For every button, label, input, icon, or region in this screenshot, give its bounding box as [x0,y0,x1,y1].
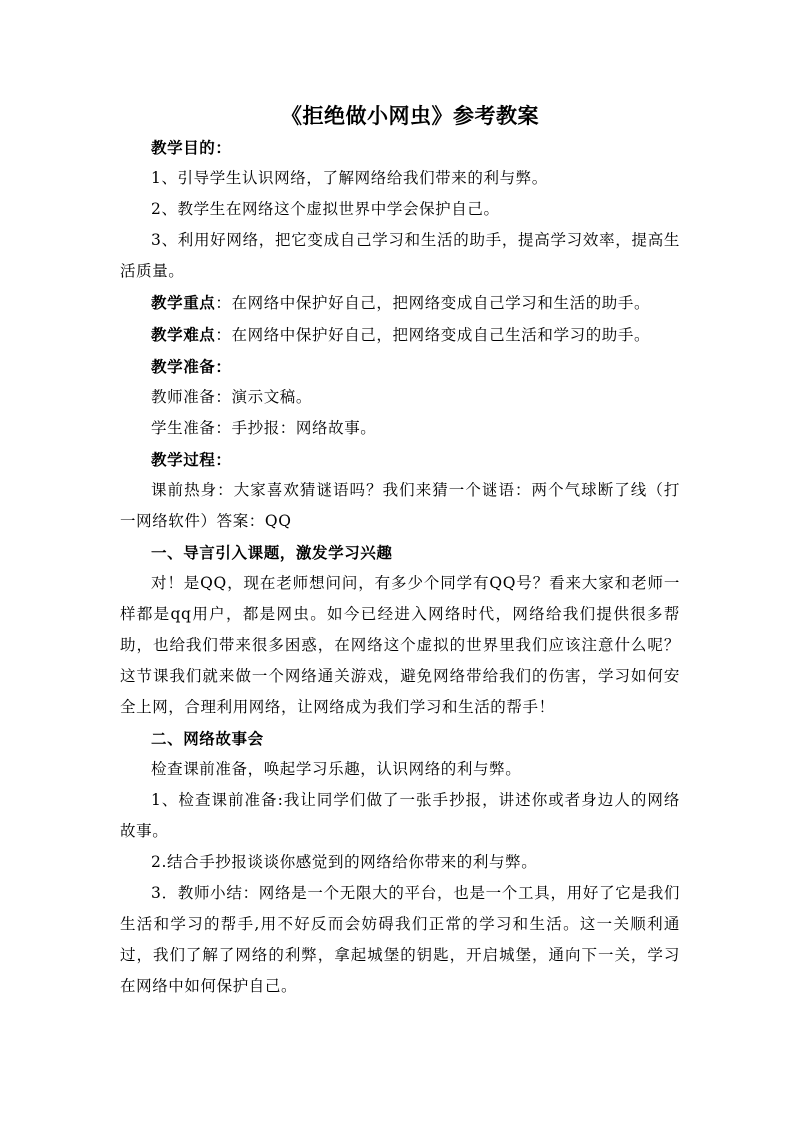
section-1-heading: 一、导言引入课题，激发学习兴趣 [151,543,393,562]
difficulty-point [120,319,680,351]
key-point-text: ：在网络中保护好自己，把网络变成自己学习和生活的助手。 [215,294,651,312]
section-2-item-2: 2.结合手抄报谈谈你感觉到的网络给你带来的利与弊。 [151,853,538,871]
goal-3: 3、利用好网络，把它变成自己学习和生活的助手，提高学习效率，提高生活质量。 [120,231,680,280]
section-2-heading: 二、网络故事会 [151,729,264,748]
teacher-prep: 教师准备：演示文稿。 [151,388,313,406]
goals-heading: 教学目的： [151,138,232,157]
warmup-paragraph: 课前热身：大家喜欢猜谜语吗？我们来猜一个谜语：两个气球断了线（打一网络软件）答案：QQ [120,481,680,530]
difficulty-text: ：在网络中保护好自己，把网络变成自己生活和学习的助手。 [215,326,651,344]
section-2-intro: 检查课前准备，唤起学习乐趣，认识网络的利与弊。 [151,760,522,778]
section-1-paragraph: 对！是QQ，现在老师想问问，有多少个同学有QQ号？看来大家和老师一样都是qq用户，都是网虫。如今已经进入网络时代，网络给我们提供很多帮助，也给我们带来很多困惑，在网络这个虚拟的世界里我们应该注意什么呢？这节课我们就来做一个网络通关游戏，避免网络带给我们的伤害，学习如何安全上网，合理利用网络，让网络成为我们学习和生活的帮手！ [120,574,680,716]
process-heading: 教学过程： [151,450,232,469]
prep-heading: 教学准备： [151,357,232,376]
key-point-label: 教学重点 [151,293,216,312]
key-point [120,287,680,319]
section-2-item-1: 1、检查课前准备:我让同学们做了一张手抄报，讲述你或者身边人的网络故事。 [120,791,680,840]
student-prep: 学生准备：手抄报：网络故事。 [151,419,377,437]
goal-2: 2、教学生在网络这个虚拟世界中学会保护自己。 [151,200,500,218]
section-2-item-3: 3．教师小结：网络是一个无限大的平台，也是一个工具，用好了它是我们生活和学习的帮手,用不好反而会妨碍我们正常的学习和生活。这一关顺利通过，我们了解了网络的利弊，拿起城堡的钥匙，开启城堡，通向下一关，学习在网络中如何保护自己。 [120,884,680,995]
difficulty-label: 教学难点 [151,325,216,344]
document-title: 《拒绝做小网虫》参考教案 [281,103,539,128]
goal-1: 1、引导学生认识网络，了解网络给我们带来的利与弊。 [151,169,548,187]
document-page [120,100,680,1002]
